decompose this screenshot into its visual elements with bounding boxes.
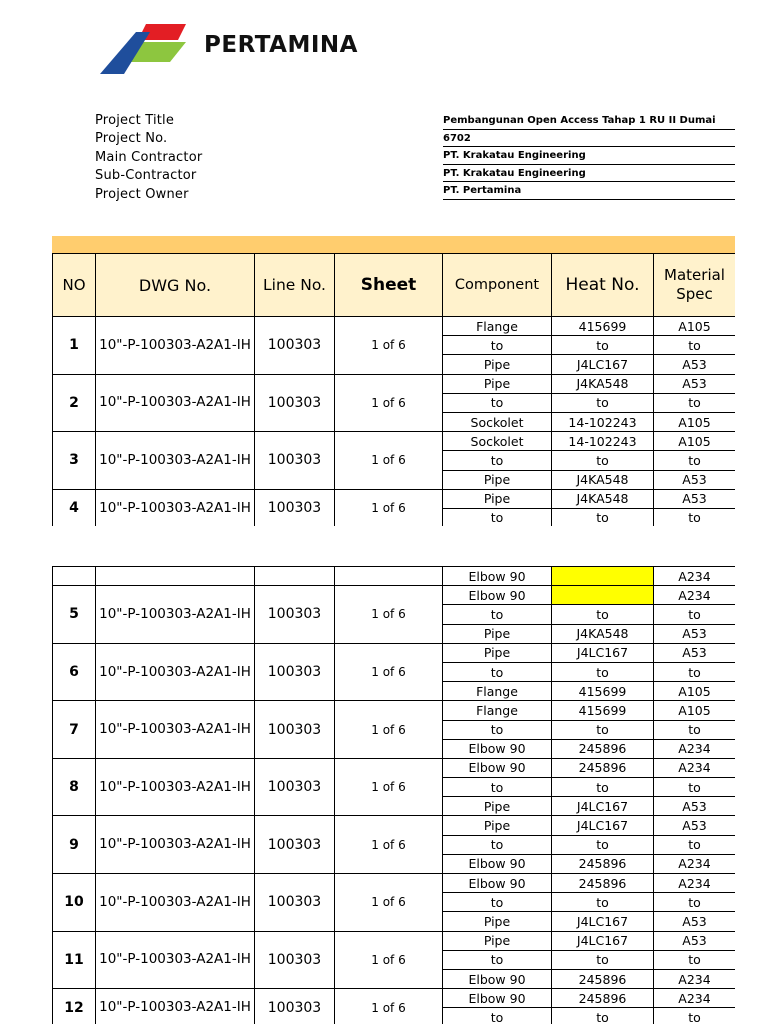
material-spec: A53	[654, 489, 736, 508]
heat-number: to	[552, 336, 654, 355]
sheet-number: 1 of 6	[335, 989, 443, 1024]
material-spec: to	[654, 451, 736, 470]
table-row	[53, 586, 736, 605]
component: Pipe	[443, 643, 552, 662]
main-contractor-label: Main Contractor	[95, 149, 203, 165]
dwg-number: 10"-P-100303-A2A1-IH	[96, 989, 255, 1024]
heat-number: J4LC167	[552, 816, 654, 835]
pertamina-logo	[98, 22, 398, 78]
heat-number: 415699	[552, 701, 654, 720]
component: to	[443, 508, 552, 526]
component: Flange	[443, 682, 552, 701]
material-spec: to	[654, 720, 736, 739]
row-number: 12	[53, 989, 96, 1024]
material-spec: A105	[654, 432, 736, 451]
sheet-number: 1 of 6	[335, 758, 443, 816]
dwg-number: 10"-P-100303-A2A1-IH	[96, 489, 255, 526]
material-spec: A53	[654, 470, 736, 489]
material-spec: A234	[654, 874, 736, 893]
material-spec: to	[654, 605, 736, 624]
header-material-spec: Material Spec	[654, 254, 736, 317]
material-spec: to	[654, 393, 736, 412]
sub-contractor-label: Sub-Contractor	[95, 168, 197, 184]
sheet-number: 1 of 6	[335, 874, 443, 932]
dwg-number: 10"-P-100303-A2A1-IH	[96, 931, 255, 989]
heat-number: J4LC167	[552, 355, 654, 374]
table-row	[53, 931, 736, 950]
component: Flange	[443, 317, 552, 336]
project-owner-label: Project Owner	[95, 186, 189, 202]
project-owner-value: PT. Pertamina	[443, 182, 735, 200]
material-spec: A53	[654, 643, 736, 662]
material-spec: A53	[654, 816, 736, 835]
heat-number: 14-102243	[552, 412, 654, 431]
material-spec: to	[654, 950, 736, 969]
material-spec: A53	[654, 931, 736, 950]
dwg-number: 10"-P-100303-A2A1-IH	[96, 317, 255, 375]
line-number: 100303	[255, 816, 335, 874]
row-number: 2	[53, 374, 96, 432]
component: Elbow 90	[443, 874, 552, 893]
row-number: 9	[53, 816, 96, 874]
line-number: 100303	[255, 874, 335, 932]
component: to	[443, 1008, 552, 1024]
sheet-number: 1 of 6	[335, 701, 443, 759]
row-number: 5	[53, 586, 96, 644]
component: Sockolet	[443, 432, 552, 451]
dwg-number-cont	[96, 567, 255, 586]
component: Pipe	[443, 624, 552, 643]
header-sheet: Sheet	[335, 254, 443, 317]
row-number: 6	[53, 643, 96, 701]
component: to	[443, 336, 552, 355]
line-number: 100303	[255, 586, 335, 644]
sheet-number: 1 of 6	[335, 816, 443, 874]
heat-number: to	[552, 393, 654, 412]
dwg-number: 10"-P-100303-A2A1-IH	[96, 701, 255, 759]
component: Pipe	[443, 355, 552, 374]
row-number: 4	[53, 489, 96, 526]
line-number: 100303	[255, 374, 335, 432]
component: to	[443, 605, 552, 624]
component: Pipe	[443, 374, 552, 393]
table-page-2	[52, 566, 735, 1024]
material-spec: to	[654, 336, 736, 355]
material-spec: A234	[654, 969, 736, 988]
component: Pipe	[443, 470, 552, 489]
heat-number: to	[552, 950, 654, 969]
material-spec: A105	[654, 412, 736, 431]
heat-number: to	[552, 605, 654, 624]
logo-wordmark: PERTAMINA	[204, 32, 358, 58]
table-row	[53, 643, 736, 662]
material-spec: A234	[654, 586, 736, 605]
material-spec: A234	[654, 739, 736, 758]
project-title-value: Pembangunan Open Access Tahap 1 RU II Dumai	[443, 112, 735, 130]
material-spec: to	[654, 662, 736, 681]
heat-number: to	[552, 451, 654, 470]
component: to	[443, 950, 552, 969]
line-number: 100303	[255, 989, 335, 1024]
project-title-label: Project Title	[95, 113, 175, 128]
component: to	[443, 778, 552, 797]
material-spec: A53	[654, 374, 736, 393]
sheet-number: 1 of 6	[335, 931, 443, 989]
sheet-number: 1 of 6	[335, 489, 443, 526]
component: to	[443, 835, 552, 854]
dwg-number: 10"-P-100303-A2A1-IH	[96, 586, 255, 644]
component: Elbow 90	[443, 567, 552, 586]
material-spec: to	[654, 508, 736, 526]
row-number: 11	[53, 931, 96, 989]
heat-number: J4LC167	[552, 912, 654, 931]
line-number: 100303	[255, 317, 335, 375]
inspection-table	[52, 253, 735, 526]
material-spec: to	[654, 835, 736, 854]
heat-number: to	[552, 662, 654, 681]
header-heat-no: Heat No.	[552, 254, 654, 317]
pertamina-logo-icon	[98, 22, 198, 78]
component: Elbow 90	[443, 989, 552, 1008]
material-spec: A53	[654, 912, 736, 931]
main-contractor-value: PT. Krakatau Engineering	[443, 147, 735, 165]
heat-number: to	[552, 835, 654, 854]
table-row	[53, 701, 736, 720]
line-number: 100303	[255, 931, 335, 989]
heat-number: J4LC167	[552, 643, 654, 662]
component: to	[443, 393, 552, 412]
component: Elbow 90	[443, 586, 552, 605]
line-number: 100303	[255, 701, 335, 759]
heat-number: 245896	[552, 874, 654, 893]
component: to	[443, 893, 552, 912]
row-number: 7	[53, 701, 96, 759]
inspection-table-continued	[52, 566, 735, 1024]
table-row	[53, 816, 736, 835]
row-number: 3	[53, 432, 96, 490]
material-spec: A234	[654, 567, 736, 586]
heat-number: 415699	[552, 317, 654, 336]
heat-number: 245896	[552, 758, 654, 777]
table-page-1	[52, 253, 735, 526]
table-header-row	[53, 254, 736, 317]
material-spec: A105	[654, 682, 736, 701]
header-dwg-no: DWG No.	[96, 254, 255, 317]
project-info-labels	[95, 112, 202, 204]
component: Elbow 90	[443, 969, 552, 988]
row-number-cont	[53, 567, 96, 586]
heat-number: J4LC167	[552, 797, 654, 816]
heat-number: to	[552, 778, 654, 797]
heat-number: to	[552, 720, 654, 739]
dwg-number: 10"-P-100303-A2A1-IH	[96, 374, 255, 432]
line-number-cont	[255, 567, 335, 586]
header-band	[52, 236, 735, 253]
table-row	[53, 758, 736, 777]
line-number: 100303	[255, 432, 335, 490]
material-spec: A53	[654, 624, 736, 643]
component: Elbow 90	[443, 854, 552, 873]
heat-number: 14-102243	[552, 432, 654, 451]
material-spec: A53	[654, 355, 736, 374]
component: Elbow 90	[443, 739, 552, 758]
table-row	[53, 989, 736, 1008]
line-number: 100303	[255, 643, 335, 701]
component: Pipe	[443, 912, 552, 931]
material-spec: A234	[654, 854, 736, 873]
project-no-label: Project No.	[95, 131, 168, 147]
sheet-number: 1 of 6	[335, 432, 443, 490]
material-spec: A105	[654, 701, 736, 720]
table-row	[53, 374, 736, 393]
heat-number: 245896	[552, 969, 654, 988]
dwg-number: 10"-P-100303-A2A1-IH	[96, 874, 255, 932]
heat-number: to	[552, 893, 654, 912]
dwg-number: 10"-P-100303-A2A1-IH	[96, 643, 255, 701]
heat-number: to	[552, 508, 654, 526]
heat-number: J4LC167	[552, 931, 654, 950]
component: to	[443, 720, 552, 739]
component: Pipe	[443, 931, 552, 950]
material-spec: to	[654, 1008, 736, 1024]
dwg-number: 10"-P-100303-A2A1-IH	[96, 758, 255, 816]
component: Pipe	[443, 816, 552, 835]
material-spec: A234	[654, 989, 736, 1008]
project-info-values	[443, 112, 735, 200]
row-number: 8	[53, 758, 96, 816]
component: to	[443, 451, 552, 470]
dwg-number: 10"-P-100303-A2A1-IH	[96, 816, 255, 874]
line-number: 100303	[255, 758, 335, 816]
heat-number: 245896	[552, 989, 654, 1008]
line-number: 100303	[255, 489, 335, 526]
heat-number: 415699	[552, 682, 654, 701]
sheet-number: 1 of 6	[335, 643, 443, 701]
heat-number	[552, 586, 654, 605]
table-row	[53, 874, 736, 893]
heat-number	[552, 567, 654, 586]
sub-contractor-value: PT. Krakatau Engineering	[443, 165, 735, 183]
table-row	[53, 317, 736, 336]
heat-number: to	[552, 1008, 654, 1024]
material-spec: to	[654, 778, 736, 797]
row-number: 1	[53, 317, 96, 375]
component: Sockolet	[443, 412, 552, 431]
row-number: 10	[53, 874, 96, 932]
material-spec: A53	[654, 797, 736, 816]
sheet-number: 1 of 6	[335, 374, 443, 432]
header-component: Component	[443, 254, 552, 317]
component: Pipe	[443, 489, 552, 508]
heat-number: 245896	[552, 739, 654, 758]
table-row	[53, 489, 736, 508]
heat-number: J4KA548	[552, 624, 654, 643]
heat-number: 245896	[552, 854, 654, 873]
component: Pipe	[443, 797, 552, 816]
component: Elbow 90	[443, 758, 552, 777]
material-spec: A105	[654, 317, 736, 336]
project-no-value: 6702	[443, 130, 735, 148]
material-spec: to	[654, 893, 736, 912]
table-row	[53, 432, 736, 451]
component: Flange	[443, 701, 552, 720]
material-spec: A234	[654, 758, 736, 777]
heat-number: J4KA548	[552, 470, 654, 489]
sheet-number: 1 of 6	[335, 317, 443, 375]
dwg-number: 10"-P-100303-A2A1-IH	[96, 432, 255, 490]
heat-number: J4KA548	[552, 489, 654, 508]
header-no: NO	[53, 254, 96, 317]
heat-number: J4KA548	[552, 374, 654, 393]
sheet-number: 1 of 6	[335, 586, 443, 644]
table-row	[53, 567, 736, 586]
component: to	[443, 662, 552, 681]
header-line-no: Line No.	[255, 254, 335, 317]
sheet-number-cont	[335, 567, 443, 586]
